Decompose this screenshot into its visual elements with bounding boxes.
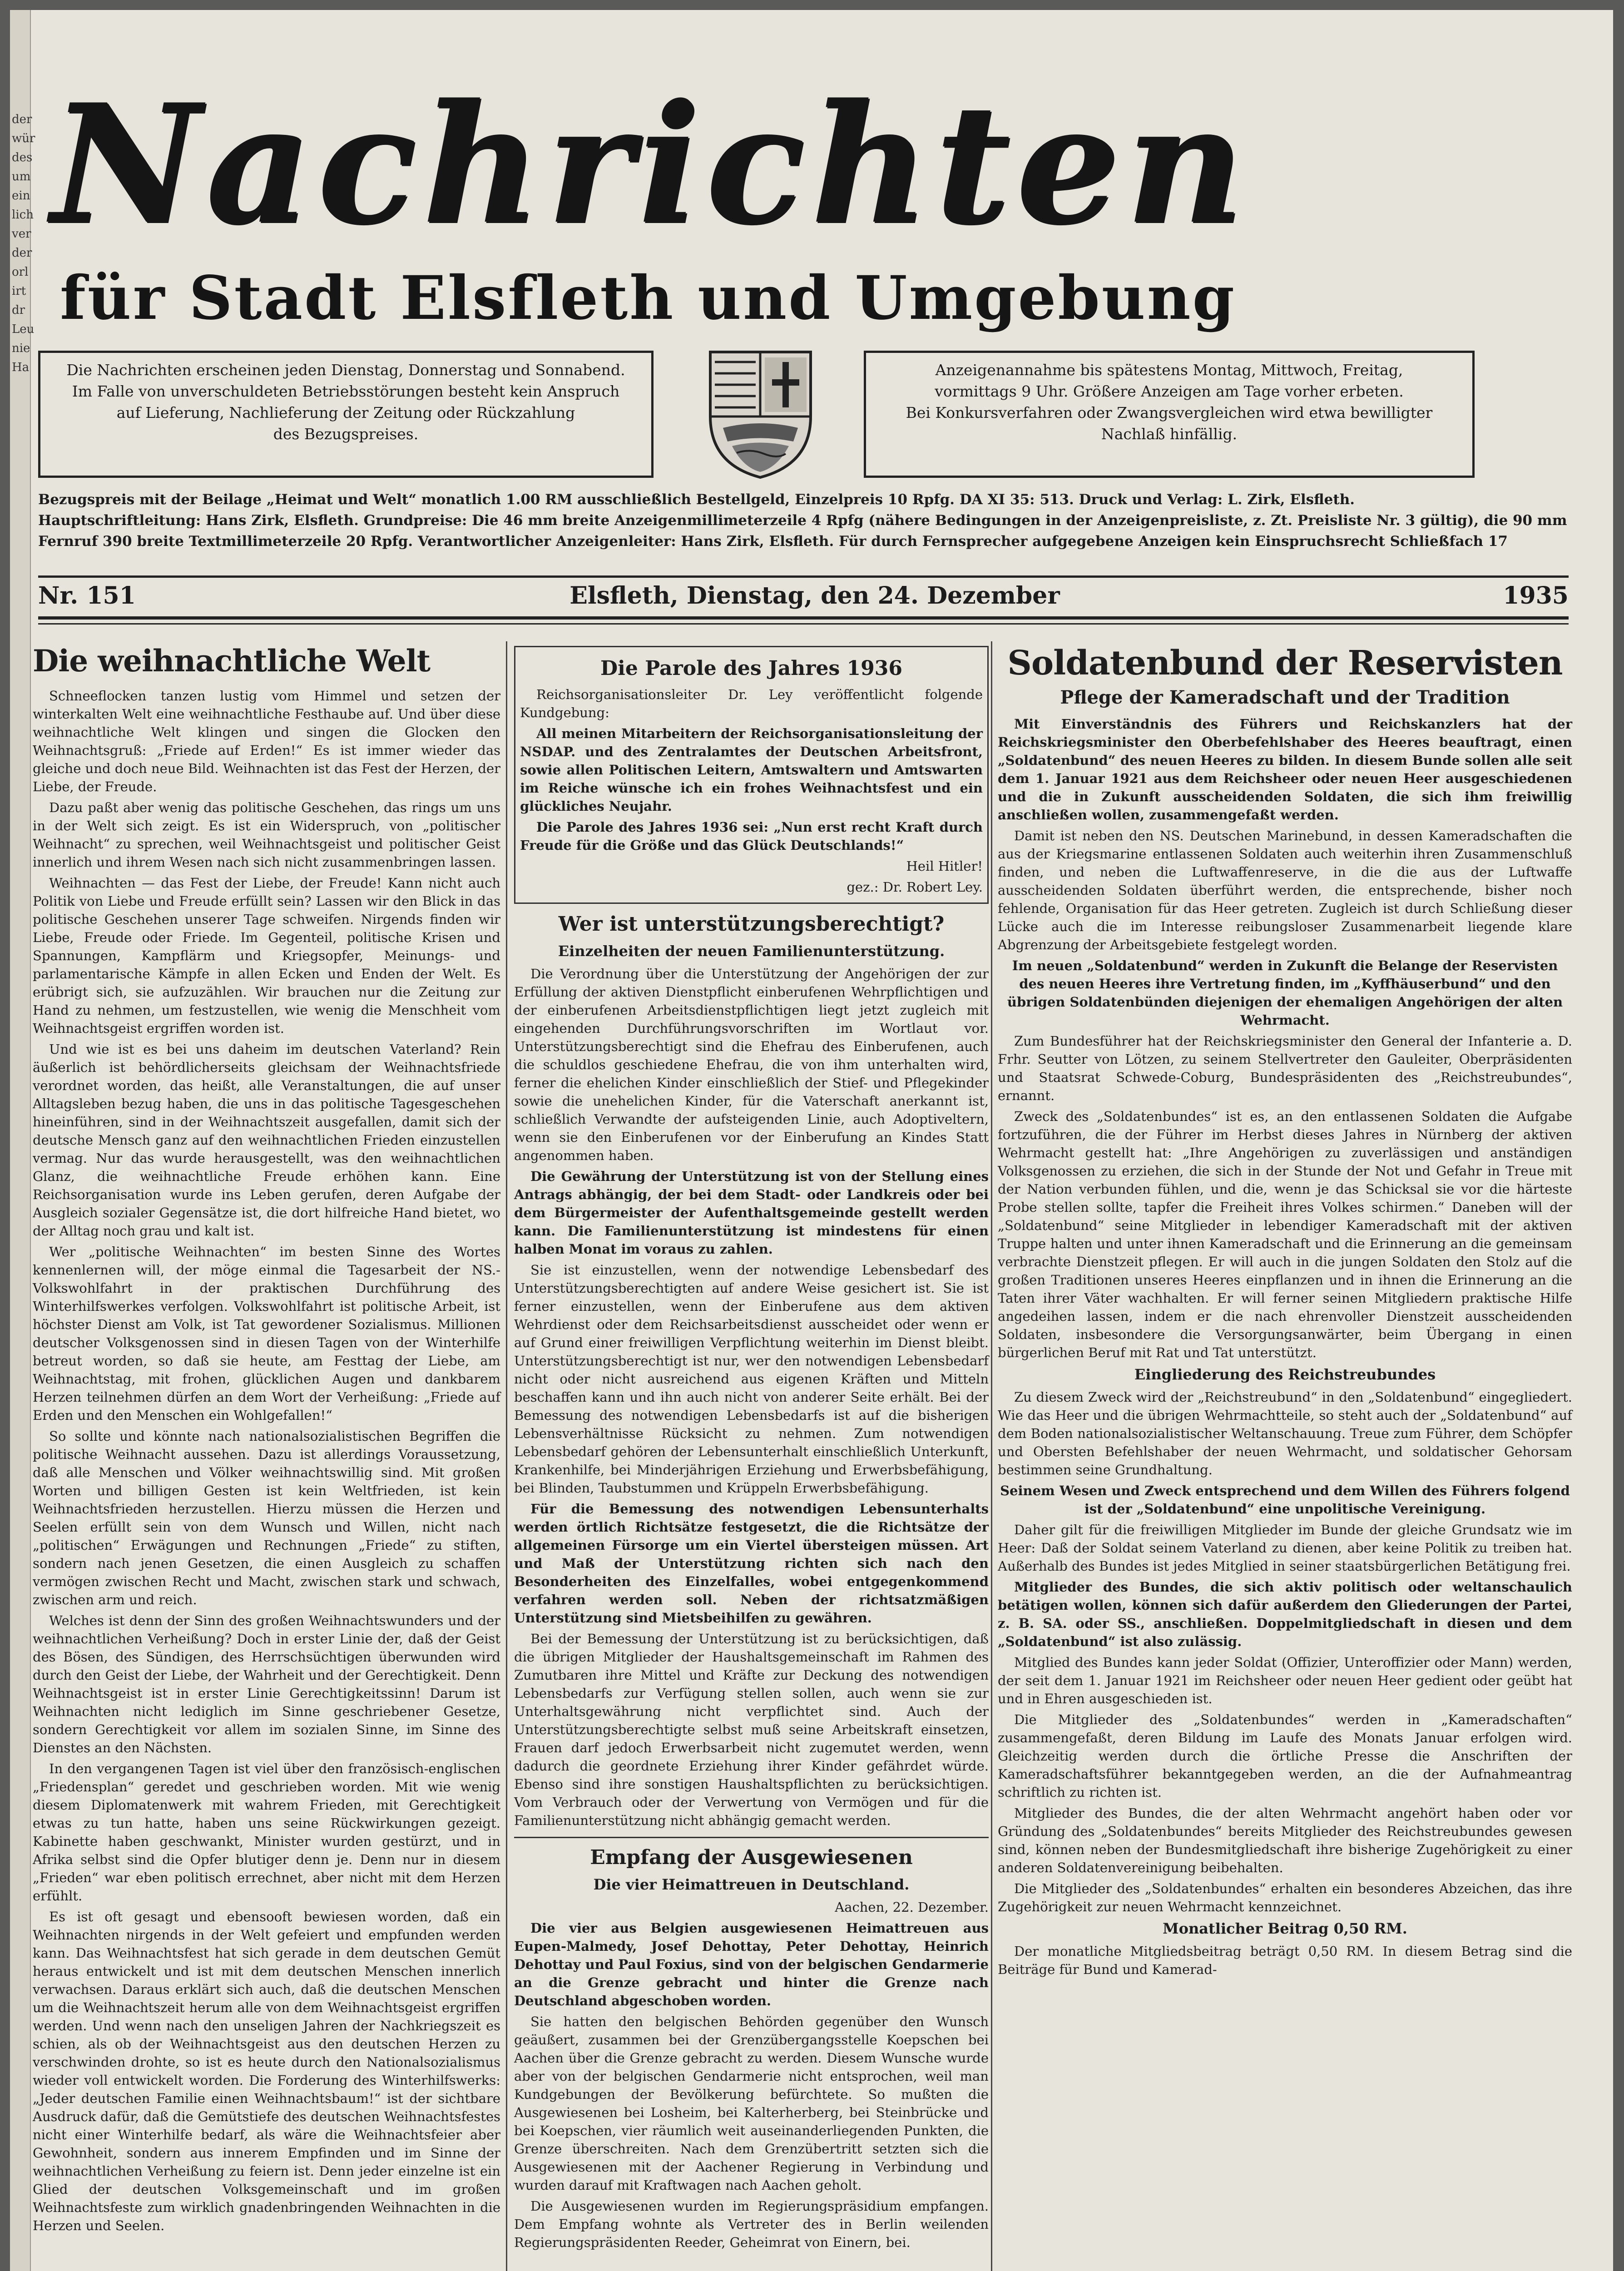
- pub-info-line: Fernruf 390 breite Textmillimeterzeile 20 Rpfg. Verantwortlicher Anzeigenleiter: Hans Zirk, Elsfleth. Für durch Fernsprecher aufgegebene Anzeigen kein Einspruchsrecht Schließfach 17: [38, 533, 1508, 550]
- paragraph: Der monatliche Mitgliedsbeitrag beträgt 0,50 RM. In diesem Betrag sind die Beiträge für Bund und Kamerad-: [998, 1944, 1572, 1977]
- paragraph: Und wie ist es bei uns daheim im deutschen Vaterland? Rein äußerlich ist behördlicherseits gleichsam der Weihnachtsfriede verordnet worden, das heißt, alle Veranstaltungen, die auf unser Alltagsleben bezug haben, die uns in das politische Tagesgeschehen hineinführen, sind in der Weihnachtszeit ausgefallen, damit sich der deutsche Mensch ganz auf den weihnachtlichen Frieden einzustellen vermag. Nur das wurde herausgestellt, was den weihnachtlichen Glanz, die weihnachtliche Freude erhöhen kann. Eine Reichsorganisation wurde ins Leben gerufen, deren Aufgabe der Ausgleich sozialer Gegensätze ist, die dort hilfreiche Hand bietet, wo der Alltag noch grau und kalt ist.: [33, 1041, 500, 1239]
- binding-fragment: wür: [12, 132, 35, 145]
- soldatenbund-bold-para: Mitglieder des Bundes, die sich aktiv politisch oder weltanschaulich betätigen wollen, können sich dafür außerdem den Gliederungen der Partei, z. B. SA. oder SS., anschließen. Doppelmitgliedschaft in diesen und dem „Soldatenbund“ ist also zulässig.: [998, 1579, 1572, 1649]
- article-empfang-body: [514, 2013, 989, 2251]
- issue-year: 1935: [1503, 582, 1569, 610]
- subhead-reichstreubund: Eingliederung des Reichstreubundes: [1134, 1366, 1436, 1383]
- paragraph-bold: Die Gewährung der Unterstützung ist von der Stellung eines Antrags abhängig, der bei dem Stadt- oder Landkreis oder bei dem Bürgermeister der Aufenthaltsgemeinde gestellt werden kann. Die Familienunterstützung ist mindestens für einen halben Monat im voraus zu zahlen.: [514, 1169, 989, 1257]
- parole-bold: All meinen Mitarbeitern der Reichsorganisationsleitung der NSDAP. und des Zentralamtes der Deutschen Arbeitsfront, sowie allen Politischen Leitern, Amtswaltern und Amtswarten im Reiche wünsche ich ein frohes Weihnachtsfest und ein glückliches Neujahr.: [520, 726, 983, 814]
- publication-info: [38, 489, 1569, 552]
- coat-of-arms-icon: [705, 348, 816, 480]
- pub-info-line: Bezugspreis mit der Beilage „Heimat und Welt“ monatlich 1.00 RM ausschließlich Bestellgeld, Einzelpreis 10 Rpfg. DA XI 35: 513. Druck und Verlag: L. Zirk, Elsfleth.: [38, 491, 1355, 508]
- headline-unterstuetzung: Wer ist unterstützungsberechtigt?: [558, 912, 945, 936]
- binding-fragment: Leu: [12, 322, 35, 336]
- paragraph: Damit ist neben den NS. Deutschen Marinebund, in dessen Kameradschaften die aus der Kriegsmarine entlassenen Soldaten auch weiterhin ihren Zusammenschluß finden, und neben die Luftwaffenreserve, in die die aus der Luftwaffe ausscheidenden Soldaten überführt werden, die entsprechende, bisher noch fehlende, Organisation für das Heer getreten. Zugleich ist durch Schließung dieser Lücke auch die im Interesse reibungsloser Zusammenarbeit liegende klare Abgrenzung der Arbeitsgebiete festgelegt worden.: [998, 828, 1572, 952]
- binding-fragment: des: [12, 151, 33, 164]
- soldatenbund-bold-center: Im neuen „Soldatenbund“ werden in Zukunft die Belange der Reservisten des neuen Heeres ihre Vertretung finden, im „Kyffhäuserbund“ und den übrigen Soldatenbünden diejenigen der ehemaligen Angehörigen der alten Wehrmacht.: [1007, 958, 1563, 1028]
- empfang-dateline: Aachen, 22. Dezember.: [835, 1899, 989, 1915]
- column-1: [33, 641, 500, 2271]
- paragraph: Die Verordnung über die Unterstützung der Angehörigen der zur Erfüllung der aktiven Dienstpflicht einberufenen Wehrpflichtigen und der einberufenen Arbeitsdienstpflichtigen liegt jetzt zugleich mit eingehenden Durchführungsvorschriften im Wortlaut vor. Unterstützungsberechtigt sind die Ehefrau des Einberufenen, auch die schuldlos geschiedene Ehefrau, die von ihm unterhalten wird, ferner die ehelichen Kinder einschließlich der Stief- und Pflegekinder sowie die unehelichen Kinder, für die Vaterschaft anerkannt ist, schließlich Verwandte der aufsteigenden Linie, auch Adoptiveltern, wenn sie den Einberufenen vor der Einberufung an Kindes Statt angenommen haben.: [514, 966, 989, 1163]
- info-left-line: Die Nachrichten erscheinen jeden Dienstag, Donnerstag und Sonnabend.: [66, 361, 625, 379]
- parole-intro: Reichsorganisationsleiter Dr. Ley veröffentlicht folgende Kundgebung:: [520, 687, 983, 720]
- article-separator: [514, 1837, 989, 1838]
- issue-row: [38, 580, 1569, 612]
- paragraph: Mitglieder des Bundes, die der alten Wehrmacht angehört haben oder vor Gründung des „Soldatenbundes“ bereits Mitglieder des Reichstreubundes gewesen sind, können neben der Bundesmitgliedschaft ihre bisherige Zugehörigkeit zu einer anderen Soldatenvereinigung beibehalten.: [998, 1805, 1572, 1875]
- binding-fragment: ein: [12, 189, 30, 203]
- binding-fragment: der: [12, 246, 32, 260]
- soldatenbund-body-3: [998, 1388, 1572, 1479]
- parole-headline: Die Parole des Jahres 1936: [600, 657, 903, 680]
- info-left-line: auf Lieferung, Nachlieferung der Zeitung oder Rückzahlung: [116, 404, 575, 421]
- info-right-line: vormittags 9 Uhr. Größere Anzeigen am Tage vorher erbeten.: [935, 382, 1404, 400]
- paragraph: Sie ist einzustellen, wenn der notwendige Lebensbedarf des Unterstützungsberechtigten auf andere Weise gesichert ist. Sie ist ferner einzustellen, wenn der Einberufene aus dem aktiven Wehrdienst oder dem Reichsarbeitsdienst ausscheidet oder wenn er auf Grund einer freiwilligen Verpflichtung weiterhin im Dienst bleibt. Unterstützungsberechtigt ist nur, wer den notwendigen Lebensbedarf nicht oder nicht ausreichend aus eigenen Kräften und Mitteln beschaffen kann und ihn auch nicht von anderer Seite erhält. Bei der Bemessung des notwendigen Lebensbedarfs ist auf die bisherigen Lebensverhältnisse Rücksicht zu nehmen. Zum notwendigen Lebensbedarf gehören der Lebensunterhalt einschließlich Unterkunft, Krankenhilfe, bei Minderjährigen Erziehung und Erwerbsbefähigung, bei Blinden, Taubstummen und Krüppeln Erwerbsbefähigung.: [514, 1262, 989, 1496]
- paragraph: Weihnachten — das Fest der Liebe, der Freude! Kann nicht auch Politik von Liebe und Freude erfüllt sein? Lassen wir den Blick in das politische Geschehen unserer Tage schweifen. Nirgends finden wir Liebe, Freude oder Friede. Im Gegenteil, politische Krisen und Spannungen, Kampflärm und Kriegsopfer, Meinungs- und parlamentarische Kämpfe in allen Ecken und Enden der Welt. Es erübrigt sich, sie aufzuzählen. Wir brauchen nur die Zeitung zur Hand zu nehmen, um festzustellen, wie wenig die Menschheit vom Weihnachtsgeist ergriffen worden ist.: [33, 875, 500, 1036]
- soldatenbund-body-5: [998, 1653, 1572, 1916]
- binding-fragment: um: [12, 170, 31, 183]
- paragraph: So sollte und könnte nach nationalsozialistischen Begriffen die politische Weihnacht aussehen. Dazu ist allerdings Voraussetzung, daß alle Menschen und Völker weihnachtswillig sind. Mit großen Worten und billigen Gesten ist kein Weltfrieden, ist kein Weihnachtsfrieden herzustellen. Hierzu müssen die Herzen und Seelen erfüllt sein von dem Wunsch und Willen, nicht nach „politischen“ Erwägungen und Rechnungen „Friede“ zu stiften, sondern nach jenen Gesetzen, die einen Ausgleich zu schaffen vermögen zwischen Recht und Macht, zwischen stark und schwach, zwischen arm und reich.: [33, 1428, 500, 1607]
- column-2: [514, 641, 989, 2271]
- masthead-title: Nachrichten: [51, 68, 1250, 260]
- parole-text: Die Parole des Jahres 1936 sei: „Nun erst recht Kraft durch Freude für die Größe und das Glück Deutschlands!“: [520, 819, 983, 853]
- paragraph: Sie hatten den belgischen Behörden gegenüber den Wunsch geäußert, zusammen bei der Grenzübergangsstelle Koepschen bei Aachen über die Grenze gebracht zu werden. Diesem Wunsche wurde aber von der belgischen Gendarmerie nicht entsprochen, weil man Kundgebungen der Bevölkerung befürchtete. So mußten die Ausgewiesenen bei Losheim, bei Kalterherberg, bei Steinbrücke und bei Koepschen, vier räumlich weit auseinanderliegenden Punkten, die Grenze überschreiten. Nach dem Grenzübertritt setzten sich die Ausgewiesenen mit der Aachener Regierung in Verbindung und wurden darauf mit Kraftwagen nach Aachen geholt.: [514, 2014, 989, 2193]
- paragraph: Daher gilt für die freiwilligen Mitglieder im Bunde der gleiche Grundsatz wie im Heer: Daß der Soldat seinem Vaterland zu dienen, aber keine Politik zu treiben hat. Außerhalb des Bundes ist jedes Mitglied in seiner staatsbürgerlichen Betätigung frei.: [998, 1522, 1572, 1574]
- info-right-line: Anzeigenannahme bis spätestens Montag, Mittwoch, Freitag,: [935, 361, 1403, 379]
- soldatenbund-bold-center-2: Seinem Wesen und Zweck entsprechend und dem Willen des Führers folgend ist der „Soldatenbund“ eine unpolitische Vereinigung.: [1000, 1483, 1570, 1517]
- soldatenbund-body-6: [998, 1942, 1572, 1978]
- soldatenbund-lead: Mit Einverständnis des Führers und Reichskanzlers hat der Reichskriegsminister den Oberbefehlshaber des Heeres beauftragt, einen „Soldatenbund“ des neuen Heeres zu bilden. In diesem Bunde sollen alle seit dem 1. Januar 1921 aus dem Reichsheer oder neuen Heer ausgeschiedenen und die in Zukunft ausscheidenden Soldaten, die sich ihm freiwillig anschließen wollen, zusammengefaßt werden.: [998, 716, 1572, 823]
- info-box-right: [864, 351, 1475, 478]
- column-3: [998, 641, 1572, 2271]
- soldatenbund-body-2: [998, 1032, 1572, 1362]
- binding-edge: [10, 10, 35, 2271]
- headline-weihnachtliche-welt: Die weihnachtliche Welt: [33, 643, 431, 679]
- issue-dateline: Elsfleth, Dienstag, den 24. Dezember: [569, 582, 1060, 610]
- paragraph: Bei der Bemessung der Unterstützung ist zu berücksichtigen, daß die übrigen Mitglieder der Haushaltsgemeinschaft im Rahmen des Zumutbaren ihre Mittel und Kräfte zur Deckung des notwendigen Lebensbedarfs zur Verfügung stellen sollen, auch wenn sie zur Unterhaltsgewährung nicht verpflichtet sind. Auch der Unterstützungsberechtigte selbst muß seine Arbeitskraft einsetzen, Frauen darf jedoch Erwerbsarbeit nicht zugemutet werden, wenn dadurch die geordnete Erziehung ihrer Kinder gefährdet würde. Ebenso sind ihre sonstigen Haushaltspflichten zu berücksichtigen. Vom Verbrauch oder der Verwertung von Vermögen und für die Familienunterstützung nicht abhängig gemacht werden.: [514, 1631, 989, 1828]
- paragraph: Die Ausgewiesenen wurden im Regierungspräsidium empfangen. Dem Empfang wohnte als Vertreter des in Berlin weilenden Regierungspräsidenten Reeder, Geheimrat von Einern, bei.: [514, 2198, 989, 2250]
- column-rule: [991, 641, 992, 2271]
- paragraph: Die Mitglieder des „Soldatenbundes“ werden in „Kameradschaften“ zusammengefaßt, deren Bildung im Laufe des Monats Januar erfolgen wird. Gleichzeitig werden durch die örtliche Presse die Anschriften der Kameradschaftsführer bekanntgegeben werden, an die der Aufnahmeantrag schriftlich zu richten ist.: [998, 1712, 1572, 1800]
- empfang-lead: Die vier aus Belgien ausgewiesenen Heimattreuen aus Eupen-Malmedy, Josef Dehottay, Peter Dehottay, Heinrich Dehottay und Paul Foxius, sind von der belgischen Gendarmerie an die Grenze gebracht und hinter die Grenze nach Deutschland abgeschoben worden.: [514, 1920, 989, 2008]
- paragraph-bold: Für die Bemessung des notwendigen Lebensunterhalts werden örtlich Richtsätze festgesetzt, die die Richtsätze der allgemeinen Fürsorge um ein Viertel übersteigen müssen. Art und Maß der Unterstützung richten sich nach den Besonderheiten des Einzelfalles, wobei entgegenkommend verfahren werden soll. Neben der richtsatzmäßigen Unterstützung sind Mietsbeihilfen zu gewähren.: [514, 1501, 989, 1626]
- rule-top: [38, 575, 1569, 578]
- binding-fragment: orl: [12, 265, 29, 279]
- masthead-subtitle: für Stadt Elsfleth und Umgebung: [60, 263, 1236, 333]
- issue-number: Nr. 151: [38, 582, 136, 610]
- paragraph: Dazu paßt aber wenig das politische Geschehen, das rings um uns in der Welt sich zeigt. Es ist ein Widerspruch, von „politischer Weihnacht“ zu sprechen, weil Weihnachtsgeist und politischer Geist innerlich und ihrem Wesen nach sich nicht zusammenbringen lassen.: [33, 800, 500, 870]
- subhead-beitrag: Monatlicher Beitrag 0,50 RM.: [1163, 1920, 1407, 1937]
- paragraph: Es ist oft gesagt und ebensooft bewiesen worden, daß ein Weihnachten nirgends in der Welt gefeiert und empfunden werden kann. Das Weihnachtsfest hat sich gerade in dem deutschen Gemüt heraus entwickelt und ist mit dem deutschen Menschen innerlich verwachsen. Daraus erklärt sich auch, daß die deutschen Menschen um die Weihnachtszeit herum alle von dem Weihnachtsgeist ergriffen werden. Und wenn nach den unseligen Jahren der Nachkriegszeit es schien, als ob der Weihnachtsgeist aus den deutschen Herzen zu verschwinden drohte, so ist es heute durch den Nationalsozialismus wieder voll entwickelt worden. Die Forderung des Winterhilfswerks: „Jeder deutschen Familie einen Weihnachtsbaum!“ ist der sichtbare Ausdruck dafür, daß die Gemütstiefe des deutschen Weihnachtsfestes nicht einer Winterhilfe bedarf, als wäre die Weihnachtsfeier aber Gewohnheit, sondern aus innerem Empfinden und im Sinne der weihnachtlichen Verheißung zu feiern ist. Denn jeder einzelne ist ein Glied der deutschen Volksgemeinschaft und im großen Weihnachtsfeste zum wirklich gnadenbringenden Weihnachten in die Herzen und Seelen.: [33, 1909, 500, 2233]
- rule-under-dateline-thin: [38, 623, 1569, 625]
- paragraph: Welches ist denn der Sinn des großen Weihnachtswunders und der weihnachtlichen Verheißung? Doch in erster Linie der, daß der Geist des Bösen, des Sündigen, des Herrschsüchtigen überwunden wird durch den Geist der Liebe, der Wahrheit und der Gerechtigkeit. Denn Weihnachtsgeist ist in erster Linie Gerechtigkeitssinn! Darum ist Weihnachten nicht lediglich im Sinne geschriebener Gesetze, sondern Gerechtigkeit vor allem im sozialen Sinne, im Sinne des Dienstes an den Nächsten.: [33, 1613, 500, 1755]
- paragraph: Zum Bundesführer hat der Reichskriegsminister den General der Infanterie a. D. Frhr. Seutter von Lötzen, zu seinem Stellvertreter den Gauleiter, Oberpräsidenten und Staatsrat Schwede-Coburg, Bundespräsidenten des „Reichstreubundes“, ernannt.: [998, 1033, 1572, 1103]
- headline-soldatenbund: Soldatenbund der Reservisten: [1007, 644, 1563, 683]
- binding-fragment: irt: [12, 284, 26, 298]
- headline-empfang: Empfang der Ausgewiesenen: [590, 1846, 913, 1869]
- info-right-line: Bei Konkursverfahren oder Zwangsvergleichen wird etwa bewilligter: [906, 404, 1433, 421]
- paragraph: Die Mitglieder des „Soldatenbundes“ erhalten ein besonderes Abzeichen, das ihre Zugehörigkeit zur neuen Wehrmacht kennzeichnet.: [998, 1881, 1572, 1914]
- info-box-left: [38, 351, 654, 478]
- paragraph: In den vergangenen Tagen ist viel über den französisch-englischen „Friedensplan“ geredet und geschrieben worden. Mit wie wenig diesem Diplomatenwerk mit wahrem Frieden, mit Gerechtigkeit etwas zu tun hatte, haben uns seine Rückwirkungen gezeigt. Kabinette haben geschwankt, Minister wurden gestürzt, und in Afrika selbst sind die Opfer blutiger denn je. Denn nur in diesem „Frieden“ war eben politisch errechnet, aber nicht mit dem Herzen erfühlt.: [33, 1761, 500, 1904]
- info-left-line: des Bezugspreises.: [273, 425, 419, 443]
- binding-fragments: [12, 110, 35, 377]
- subhead-unterstuetzung: Einzelheiten der neuen Familienunterstützung.: [558, 942, 945, 960]
- parole-signature: gez.: Dr. Robert Ley.: [847, 879, 983, 895]
- parole-greeting: Heil Hitler!: [906, 858, 983, 874]
- paragraph: Mitglied des Bundes kann jeder Soldat (Offizier, Unteroffizier oder Mann) werden, der seit dem 1. Januar 1921 im Reichsheer oder neuen Heer gedient oder geübt hat und in Ehren ausgeschieden ist.: [998, 1655, 1572, 1706]
- column-1-body: [33, 687, 500, 2235]
- paragraph: Zweck des „Soldatenbundes“ ist es, an den entlassenen Soldaten die Aufgabe fortzuführen, die der Führer im Herbst dieses Jahres in Nürnberg der aktiven Wehrmacht gestellt hat: „Ihre Angehörigen zu zuverlässigen und anständigen Volksgenossen zu erziehen, die sich in der Stunde der Not und Gefahr in Treue mit der Nation verbunden fühlen, und die, wenn je das Schicksal sie vor die härteste Probe stellen sollte, tapfer die Freiheit ihres Volkes schirmen.“ Daneben will der „Soldatenbund“ seine Mitglieder in lebendiger Kameradschaft mit der aktiven Truppe halten und unter ihnen Kameradschaft und die Erinnerung an die gemeinsam verbrachte Dienstzeit pflegen. Er will auch in die jungen Soldaten den Stolz auf die großen Traditionen unseres Heeres einpflanzen und in ihnen die Erinnerung an die Taten ihrer Väter wachhalten. Er will ferner seinen Mitgliedern praktische Hilfe angedeihen lassen, indem er die nach ehrenvoller Dienstzeit ausscheidenden Soldaten, insbesondere die Versorgungsanwärter, beim Übergang in einen bürgerlichen Beruf mit Rat und Tat unterstützt.: [998, 1109, 1572, 1360]
- newspaper-page: [10, 10, 1613, 2271]
- column-rule: [506, 641, 507, 2271]
- subhead-empfang: Die vier Heimattreuen in Deutschland.: [593, 1876, 910, 1893]
- info-right-line: Nachlaß hinfällig.: [1101, 425, 1238, 443]
- info-left-line: Im Falle von unverschuldeten Betriebsstörungen besteht kein Anspruch: [72, 382, 620, 400]
- binding-fragment: Ha: [12, 361, 30, 374]
- pub-info-line: Hauptschriftleitung: Hans Zirk, Elsfleth. Grundpreise: Die 46 mm breite Anzeigenmillimeterzeile 4 Rpfg (nähere Bedingungen in der Anzeigenpreisliste, z. Zt. Preisliste Nr. 3 gültig), die 90 mm: [38, 512, 1567, 529]
- article-unterstuetzung-body: [514, 965, 989, 1830]
- binding-fragment: der: [12, 113, 32, 126]
- binding-fragment: ver: [12, 227, 31, 241]
- binding-fragment: nie: [12, 342, 30, 355]
- subhead-soldatenbund: Pflege der Kameradschaft und der Tradition: [1060, 687, 1510, 708]
- binding-fragment: dr: [12, 303, 25, 317]
- soldatenbund-body-4: [998, 1521, 1572, 1575]
- rule-under-dateline: [38, 616, 1569, 620]
- paragraph: Schneeflocken tanzen lustig vom Himmel und setzen der winterkalten Welt eine weihnachtliche Festhaube auf. Und über diese weihnachtliche Welt klingen und singen die Glocken den Weihnachtsgruß: „Friede auf Erden!“ Es ist immer wieder das gleiche und doch neue Bild. Weihnachten ist das Fest der Herzen, der Liebe, der Freude.: [33, 688, 500, 794]
- parole-box: [514, 646, 989, 904]
- binding-fragment: lich: [12, 208, 34, 222]
- soldatenbund-body-1: [998, 827, 1572, 954]
- paragraph: Wer „politische Weihnachten“ im besten Sinne des Wortes kennenlernen will, der möge einmal die Tagesarbeit der NS.-Volkswohlfahrt in der praktischen Durchführung des Winterhilfswerkes verfolgen. Volkswohlfahrt ist politische Arbeit, ist höchster Dienst am Volk, ist Tat gewordener Sozialismus. Millionen deutscher Volksgenossen sind in diesen Tagen von der Winterhilfe betreut worden, so daß sie heute, am Festtag der Liebe, am Weihnachtstag, mit frohen, glücklichen Augen und dankbarem Herzen teilnehmen dürfen an dem Wort der Verheißung: „Friede auf Erden und den Menschen ein Wohlgefallen!“: [33, 1244, 500, 1423]
- paragraph: Zu diesem Zweck wird der „Reichstreubund“ in den „Soldatenbund“ eingegliedert. Wie das Heer und die übrigen Wehrmachtteile, so steht auch der „Soldatenbund“ auf dem Boden nationalsozialistischer Weltanschauung. Treue zum Führer, dem Schöpfer und Obersten Befehlshaber der neuen Wehrmacht, und soldatischer Gehorsam bestimmen seine Grundhaltung.: [998, 1389, 1572, 1478]
